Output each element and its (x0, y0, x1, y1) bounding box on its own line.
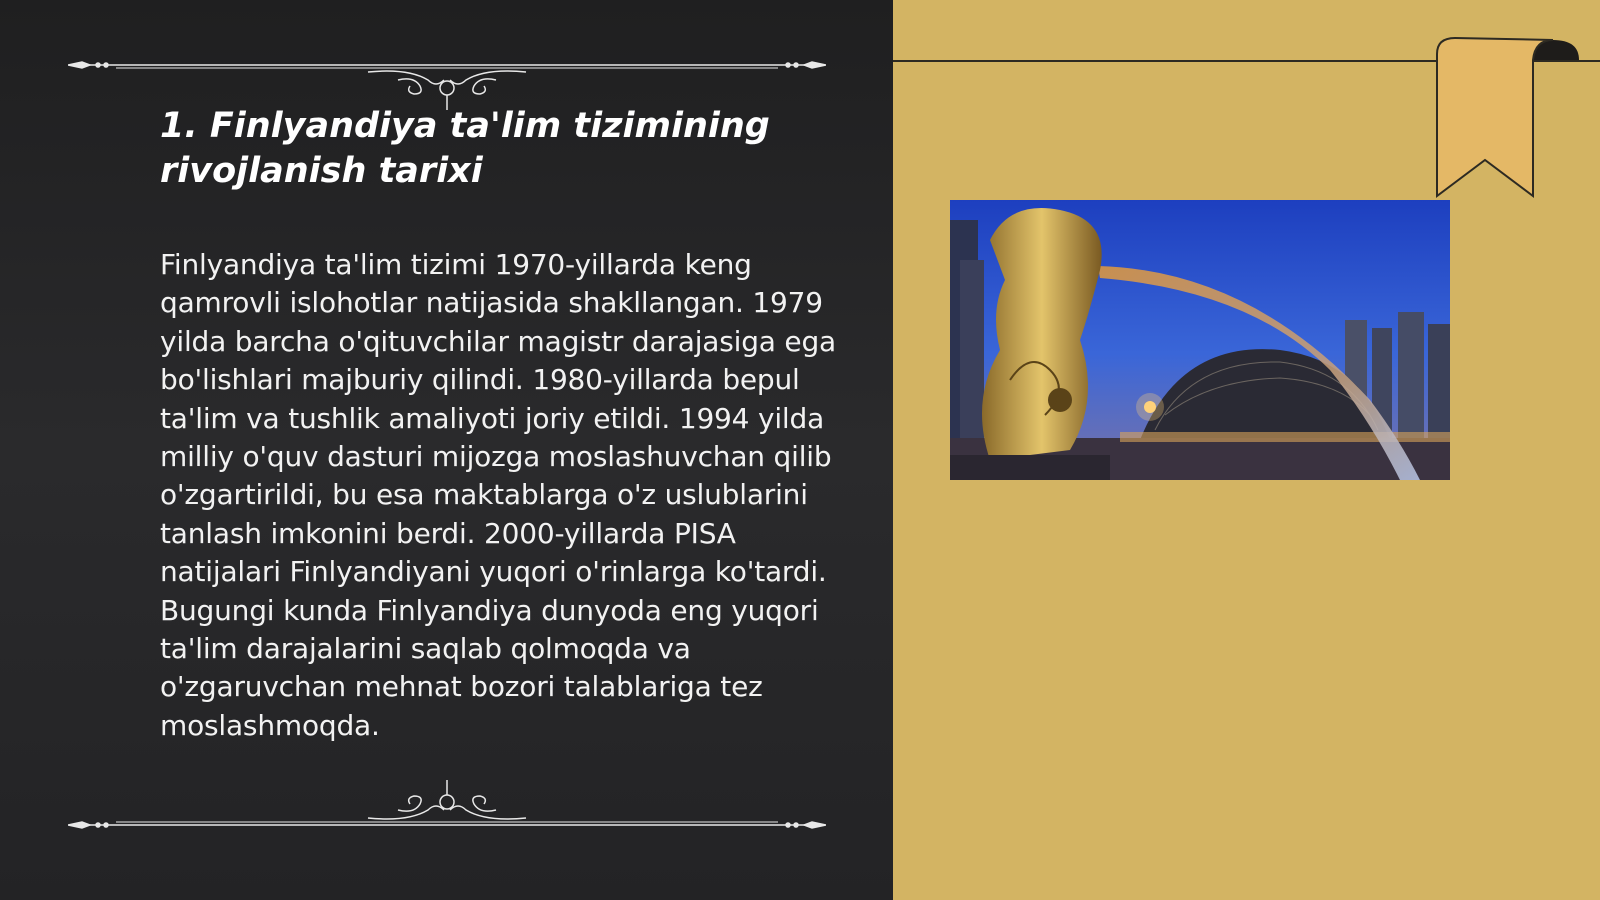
slide-body-text: Finlyandiya ta'lim tizimi 1970-yillarda keng qamrovli islohotlar natijasida shakllangan. 1979 yilda barcha o'qituvchilar magistr darajasiga ega bo'lishlari majburiy qilindi. 1980-yillarda bepul ta'lim va tushlik amaliyoti joriy etildi. 1994 yilda milliy o'quv dasturi mijozga moslashuvchan qilib o'zgartirildi, bu esa maktablarga o'z uslublarini tanlash imkonini berdi. 2000-yillarda PISA natijalari Finlyandiyani yuqori o'rinlarga ko'tardi. Bugungi kunda Finlyandiya dunyoda eng yuqori ta'lim darajalarini saqlab qolmoqda va o'zgaruvchan mehnat bozori talablariga tez moslashmoqda. (160, 248, 836, 742)
ribbon-bookmark-icon (1435, 36, 1585, 198)
merlion-fountain-photo (950, 200, 1450, 480)
scroll-divider-icon (68, 772, 826, 832)
slide-title: 1. Finlyandiya ta'lim tizimining rivojlanish tarixi (160, 106, 770, 191)
